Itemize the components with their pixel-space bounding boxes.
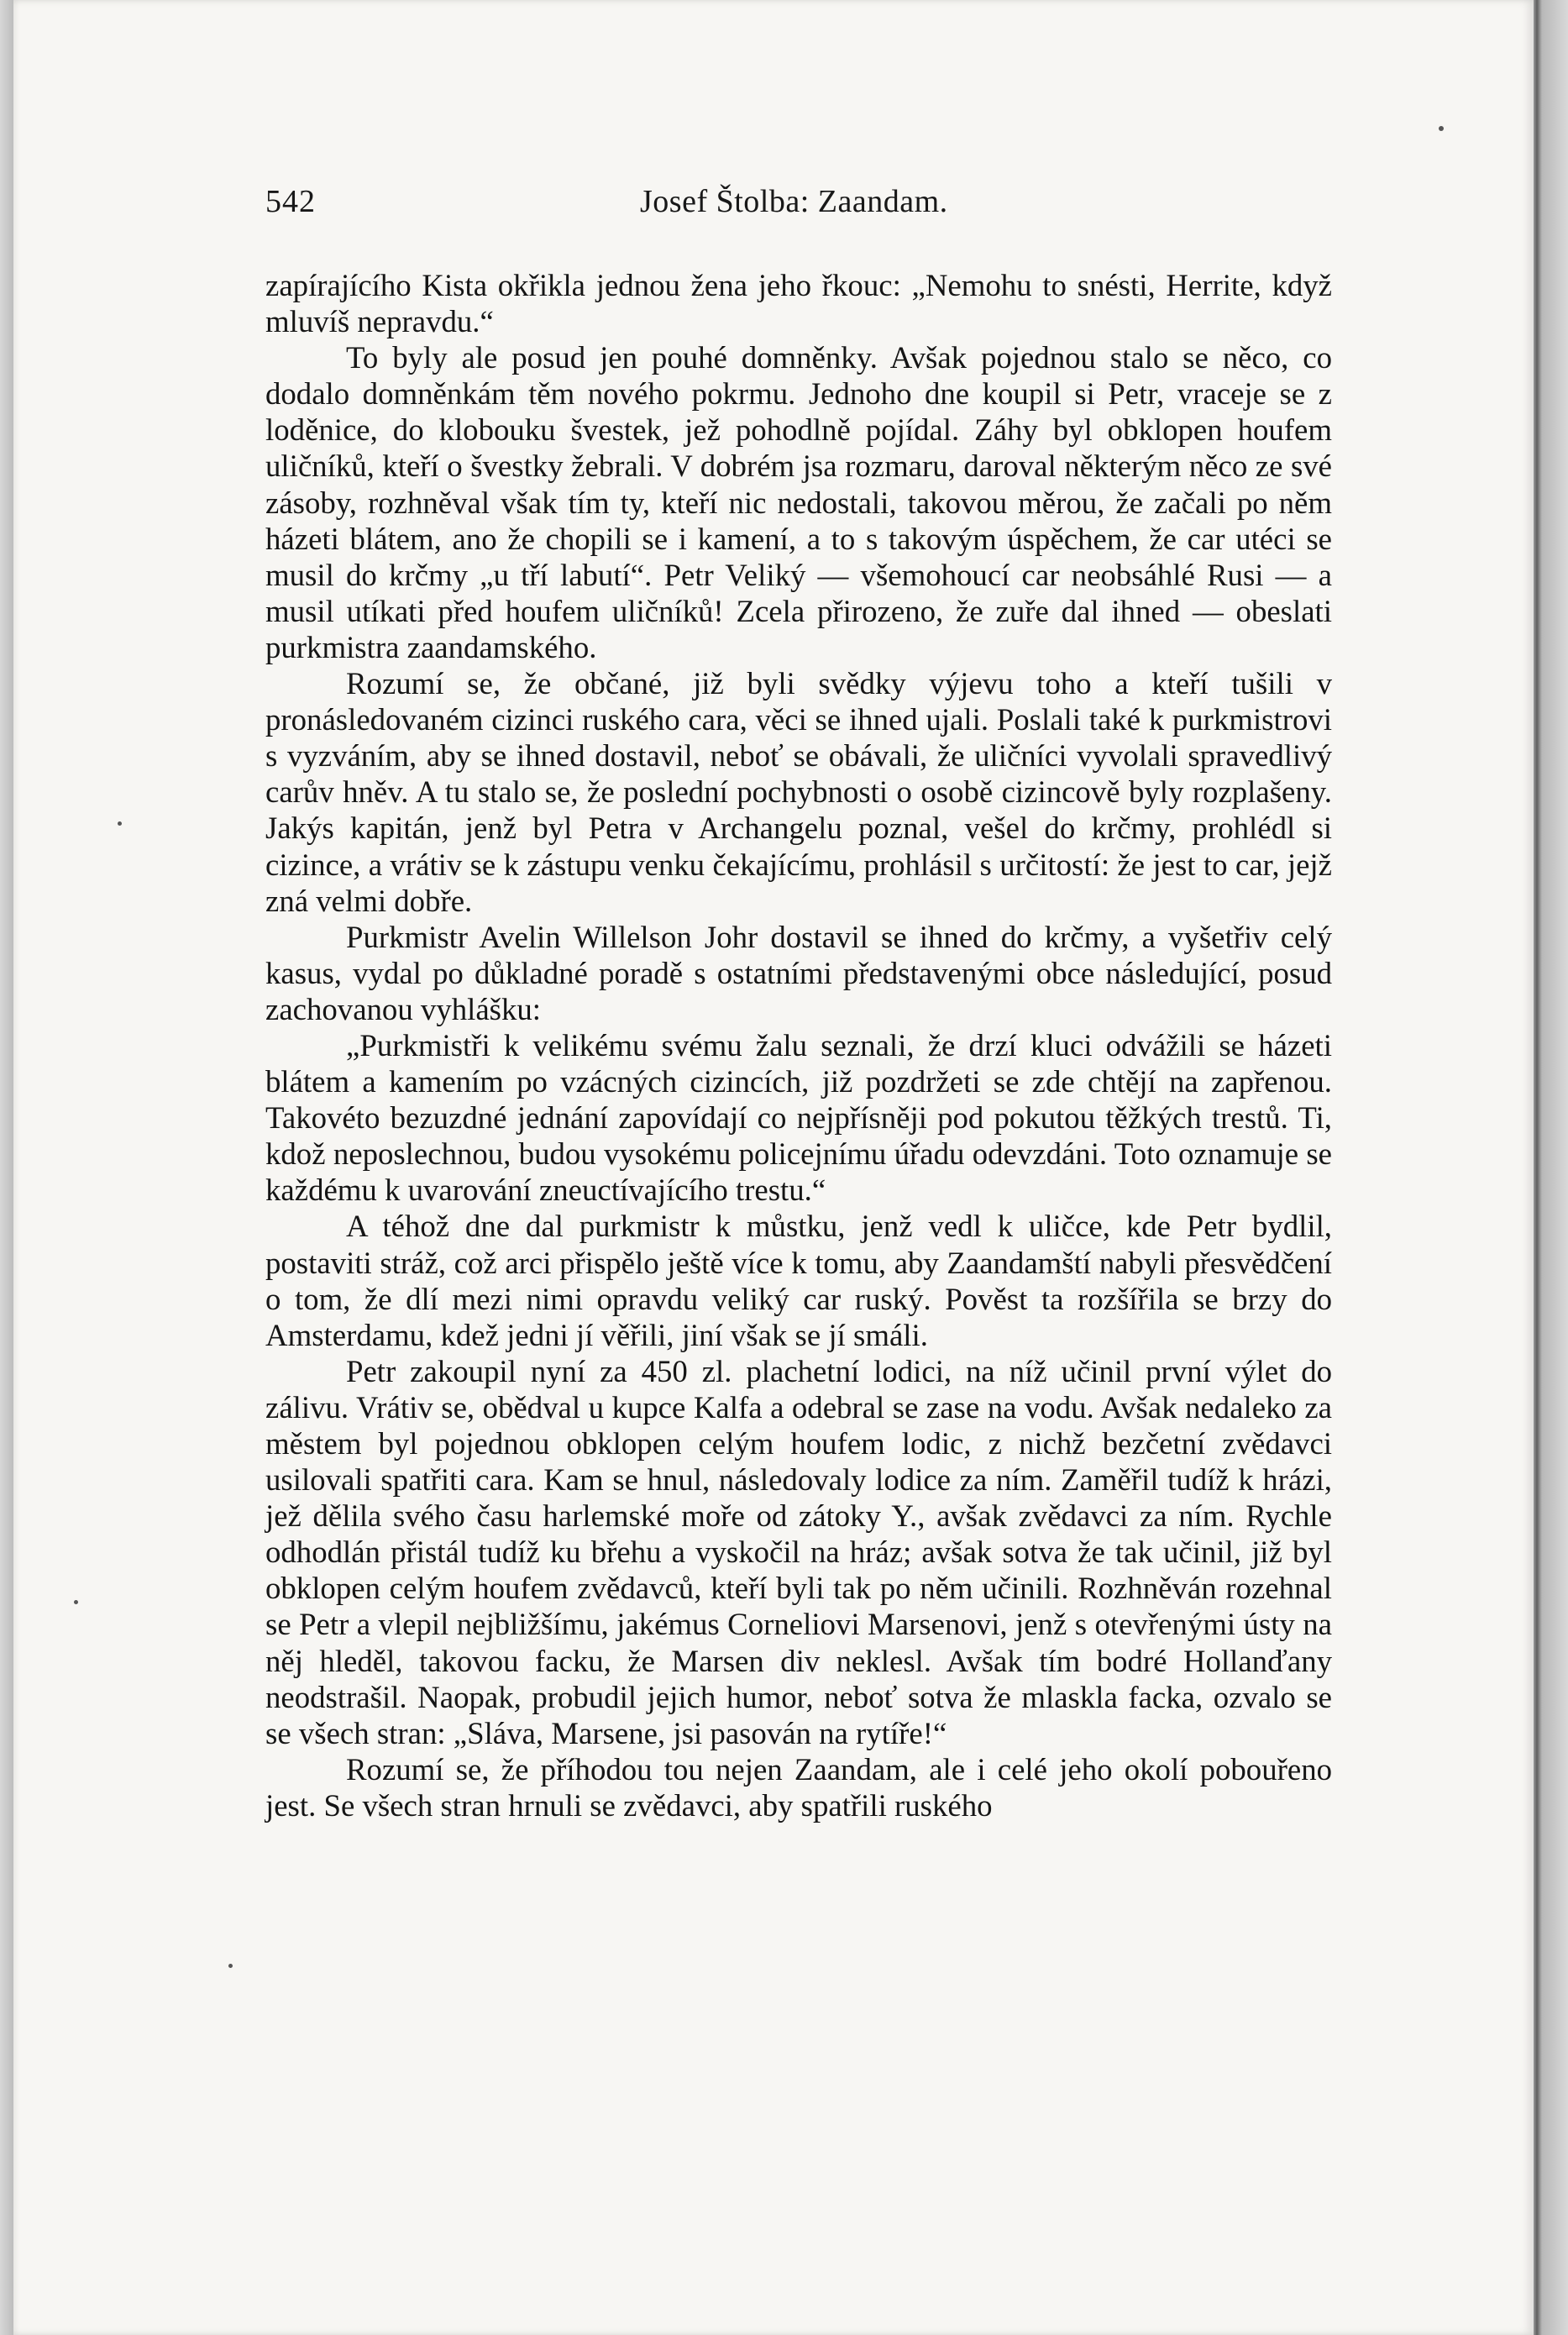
paragraph-final: Rozumí se, že příhodou tou nejen Zaandam, ale i celé jeho okolí pobouřeno jest. Se všech stran hrnuli se zvědavci, aby spatřili ruského [265, 1751, 1332, 1823]
paragraph: Purkmistr Avelin Willelson Johr dostavil se ihned do krčmy, a vyšetřiv celý kasus, vydal po důkladné poradě s ostatními představenými obce následující, posud zachovanou vyhlášku: [265, 919, 1332, 1026]
paragraph: Rozumí se, že občané, již byli svědky výjevu toho a kteří tušili v pronásledovaném cizinci ruského cara, věci se ihned ujali. Poslali také k purkmistrovi s vyzváním, aby se ihned dostavil, neboť se obávali, že uličníci vyvolali spravedlivý carův hněv. A tu stalo se, že poslední pochybnosti o osobě cizincově byly rozplašeny. Jakýs kapitán, jenž byl Petra v Archangelu poznal, vešel do krčmy, prohlédl si cizince, a vrátiv se k zástupu venku čekajícímu, prohlásil s určitostí: že jest to car, jejž zná velmi dobře. [265, 666, 1332, 918]
paragraph: A téhož dne dal purkmistr k můstku, jenž vedl k uličce, kde Petr bydlil, postaviti stráž, což arci přispělo ještě více k tomu, aby Zaandamští nabyli přesvědčení o tom, že dlí mezi nimi opravdu veliký car ruský. Pověst ta rozšířila se brzy do Amsterdamu, kdež jedni jí věřili, jiní však se jí smáli. [265, 1209, 1332, 1352]
running-header [265, 183, 1332, 228]
page-left-shadow [0, 0, 13, 2335]
page-number: 542 [265, 184, 316, 219]
paragraph: To byly ale posud jen pouhé domněnky. Avšak pojednou stalo se něco, co dodalo domněnkám těm nového pokrmu. Jednoho dne koupil si Petr, vraceje se z loděnice, do klobouku švestek, jež pohodlně pojídal. Záhy byl obklopen houfem uličníků, kteří o švestky žebrali. V dobrém jsa rozmaru, daroval některým něco ze své zásoby, rozhněval však tím ty, kteří nic nedostali, takovou měrou, že začali po něm házeti blátem, ano že chopili se i kamení, a to s takovým úspěchem, že car utéci se musil do krčmy „u tří labutí“. Petr Veliký — všemohoucí car neobsáhlé Rusi — a musil utíkati před houfem uličníků! Zcela přirozeno, že zuře dal ihned — obeslati purkmistra zaandamského. [265, 340, 1332, 664]
scan-speck [228, 1964, 233, 1968]
paragraph-continuation: zapírajícího Kista okřikla jednou žena jeho řkouc: „Nemohu to snésti, Herrite, když mluvíš nepravdu.“ [265, 268, 1332, 339]
scan-speck [1439, 126, 1444, 131]
paragraph: Petr zakoupil nyní za 450 zl. plachetní lodici, na níž učinil první výlet do zálivu. Vrátiv se, obědval u kupce Kalfa a odebral se zase na vodu. Avšak nedaleko za městem byl pojednou obklopen celým houfem lodic, z nichž bezčetní zvědavci usilovali spatřiti cara. Kam se hnul, následovaly lodice za ním. Zaměřil tudíž k hrázi, jež dělila svého času harlemské moře od zátoky Y., avšak zvědavci za ním. Rychle odhodlán přistál tudíž ku břehu a vyskočil na hráz; avšak sotva že tak učinil, již byl obklopen celým houfem zvědavců, kteří byli tak po něm učinili. Rozhněván rozehnal se Petr a vlepil nejbližšímu, jakémus Corneliovi Marsenovi, jenž s otevřenými ústy na něj hleděl, takovou facku, že Marsen div neklesl. Avšak tím bodré Hollanďany neodstrašil. Naopak, probudil jejich humor, neboť sotva že mlaskla facka, ozvalo se se všech stran: „Sláva, Marsene, jsi pasován na rytíře!“ [265, 1353, 1332, 1750]
scan-speck [118, 821, 122, 826]
quoted-proclamation: „Purkmistři k velikému svému žalu seznali, že drzí kluci odvážili se házeti blátem a kamením po vzácných cizincích, již pozdržeti se zde chtějí na zapřenou. Takovéto bezuzdné jednání zapovídají co nejpřísněji pod pokutou těžkých trestů. Ti, kdož neposlechnou, budou vysokému policejnímu úřadu odevzdáni. Toto oznamuje se každému k uvarování zneuctívajícího trestu.“ [265, 1027, 1332, 1208]
running-title: Josef Štolba: Zaandam. [640, 184, 948, 219]
article-body [265, 267, 1332, 2056]
book-spine-edge [1534, 0, 1568, 2335]
scan-speck [74, 1600, 78, 1604]
